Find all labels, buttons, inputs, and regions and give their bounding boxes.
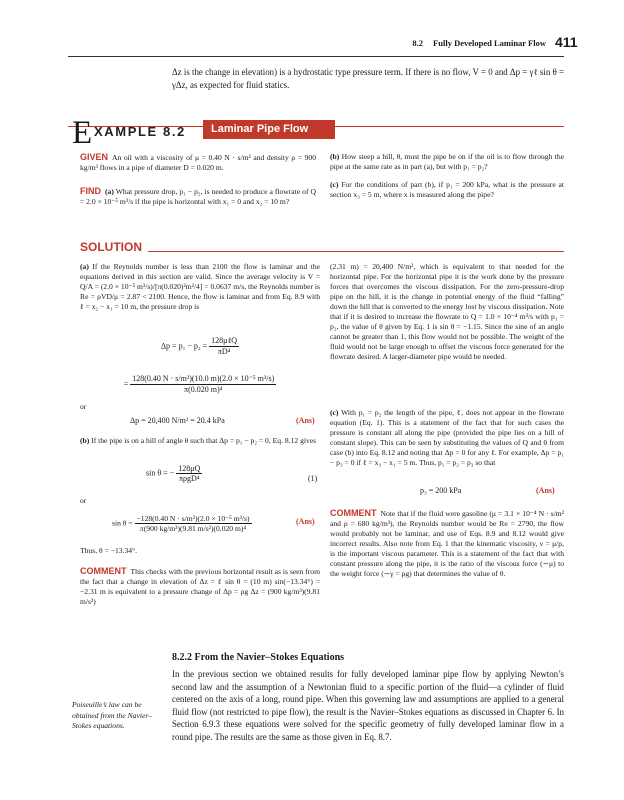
margin-note: Poiseuille’s law can be obtained from the Navier–Stokes equations. xyxy=(72,700,153,730)
equation-sine-theta-values xyxy=(112,514,252,533)
solution-c-text: With p₁ = p₂ the length of the pipe, ℓ, does not appear in the flowrate equation (Eq. 1). This is a statement of the fact that for such cases the pressure is constant all along the pipe (provided the pipe lies on a hill of constant slope). This can be seen by substituting the values of Q and θ from case (b) into Eq. 8.12 and noting that Δp = 0 for any ℓ. For example, Δp = p₁ − p₃ = 0 if ℓ = x₃ − x₁ = 5 m. Thus, p₁ = p₂ = p₃ so that xyxy=(330,408,564,467)
running-head-title: Fully Developed Laminar Flow xyxy=(433,38,546,48)
question-c-tag: (c) xyxy=(330,180,339,189)
eq4-fraction xyxy=(135,514,252,533)
comment-block-2 xyxy=(330,508,564,579)
eq1-numerator: 128μℓQ xyxy=(211,336,238,345)
equation-pressure-result: Δp = 20,400 N/m² = 20.4 kPa xyxy=(130,416,225,425)
eq1b-fraction xyxy=(130,374,276,395)
theta-result: Thus, θ = −13.34°. xyxy=(80,546,138,555)
comment-1-text: This checks with the previous horizontal result as is seen from the fact that a change in elevation of Δz = ℓ sin θ = (10 m) sin(−13.34°) = −2.31 m is equivalent to a pressure change of Δp = ρg Δz = (900 kg/m³)(9.81 m/s²) xyxy=(80,567,320,606)
eq4-denominator: π(900 kg/m³)(9.81 m/s²)(0.020 m)⁴ xyxy=(139,524,247,533)
eq1b-denominator: π(0.020 m)⁴ xyxy=(184,385,223,394)
given-text: An oil with a viscosity of μ = 0.40 N · s/m² and density ρ = 900 kg/m³ flows in a pipe of diameter D = 0.020 m. xyxy=(80,153,316,172)
find-tag: (a) xyxy=(105,187,114,196)
page-number: 411 xyxy=(555,34,578,50)
given-block xyxy=(80,152,316,173)
eq4-lhs: sin θ = xyxy=(112,518,133,528)
running-head xyxy=(0,38,546,48)
header-rule xyxy=(68,56,564,57)
eq4-numerator: −128(0.40 N · s/m²)(2.0 × 10⁻⁵ m³/s) xyxy=(136,514,250,523)
solution-right-column: (2.31 m) = 20,400 N/m², which is equivalent to that needed for the horizontal pipe. For the horizontal pipe it is the work done by the pressure forces that overcomes the viscous dissipation. For the zero-pressure-drop pipe on the hill, it is the change in potential energy of the fluid “falling” down the hill that is converted to the energy lost by viscous dissipation. Note that if it is desired to increase the flowrate to Q = 1.0 × 10⁻⁴ m³/s with p₁ = p₂, the value of θ given by Eq. 1 is sin θ = −1.15. Since the sine of an angle cannot be greater than 1, this flow would not be possible. The weight of the fluid would not be large enough to offset the viscous force generated for the flowrate desired. A larger-diameter pipe would be needed. xyxy=(330,262,564,361)
solution-part-a xyxy=(80,262,320,312)
question-b-tag: (b) xyxy=(330,152,340,161)
eq1-lhs: Δp = p₁ − p₂ = xyxy=(160,341,208,351)
comment-keyword: COMMENT xyxy=(330,508,377,518)
equation-pressure-drop-values xyxy=(80,374,320,395)
answer-label: (Ans) xyxy=(536,486,555,495)
solution-rule xyxy=(148,251,564,252)
question-c xyxy=(330,180,564,200)
eq1b-lhs: = xyxy=(123,379,129,389)
eq1b-numerator: 128(0.40 N · s/m²)(10.0 m)(2.0 × 10⁻⁵ m³/s) xyxy=(132,374,275,383)
comment-block-1 xyxy=(80,566,320,607)
answer-label: (Ans) xyxy=(296,416,315,425)
equation-number: (1) xyxy=(308,474,318,483)
running-head-section: 8.2 xyxy=(412,38,424,48)
solution-heading: SOLUTION xyxy=(80,240,142,254)
comment-keyword: COMMENT xyxy=(80,566,127,576)
section-title: 8.2.2 From the Navier–Stokes Equations xyxy=(172,652,345,663)
example-title-box: Laminar Pipe Flow xyxy=(203,120,335,139)
eq3-lhs: sin θ = − xyxy=(146,468,175,478)
find-keyword: FIND xyxy=(80,186,101,196)
section-body: In the previous section we obtained results for fully developed laminar pipe flow by applying Newton’s second law and the assumption of a Newtonian fluid to a specific portion of the fluid—a cylinder of fluid centered on the axis of a long, round pipe. When this governing law and assumptions are applied to a general fluid flow (not restricted to pipe flow), the result is the Navier–Stokes equations as discussed in Chapter 6. In Section 6.9.3 these equations were solved for the specific geometry of fully developed laminar flow in a round pipe. The results are the same as those given in Eq. 8.7. xyxy=(172,669,564,742)
find-block xyxy=(80,186,316,207)
eq3-numerator: 128μQ xyxy=(178,464,201,473)
example-word: XAMPLE xyxy=(94,124,158,139)
question-c-text: For the conditions of part (b), if p₁ = 200 kPa, what is the pressure at section x₃ = 5 m, where x is measured along the pipe? xyxy=(330,180,564,199)
comment-2-text: Note that if the fluid were gasoline (μ = 3.1 × 10⁻⁴ N · s/m² and ρ = 680 kg/m³), the Reynolds number would be Re = 2790, the flow would probably not be laminar, and use of Eqs. 8.9 and 8.12 would give incorrect results. Also note from Eq. 1 that the kinematic viscosity, ν = μ/ρ, is the important viscous parameter. This is a statement of the fact that with constant pressure along the pipe, it is the ratio of the viscous force (∼μ) to the weight force (∼γ = ρg) that determines the value of θ. xyxy=(330,509,564,578)
or-text: or xyxy=(80,496,87,505)
answer-label: (Ans) xyxy=(296,517,315,526)
solution-part-b xyxy=(80,436,320,446)
p3-result: p₃ = 200 kPa xyxy=(420,486,462,495)
eq1-denominator: πD⁴ xyxy=(217,347,231,356)
eq3-fraction xyxy=(176,464,202,483)
given-keyword: GIVEN xyxy=(80,152,109,162)
equation-pressure-drop xyxy=(80,336,320,357)
solution-c-tag: (c) xyxy=(330,408,339,417)
find-text: What pressure drop, p₁ − p₂, is needed to produce a flowrate of Q = 2.0 × 10⁻⁵ m³/s if the pipe is horizontal with x₁ = 0 and x₂ = 10 m? xyxy=(80,187,316,206)
solution-a-text: If the Reynolds number is less than 2100 the flow is laminar and the equations derived in this section are valid. Since the average velocity is V = Q/A = (2.0 × 10⁻⁵ m³/s)/[π(0.020)²m²/4] = 0.0637 m/s, the Reynolds number is Re = ρVD/μ = 2.87 < 2100. Hence, the flow is laminar and from Eq. 8.9 with ℓ = x₂ − x₁ = 10 m, the pressure drop is xyxy=(80,262,320,311)
example-label xyxy=(94,124,186,139)
question-b-text: How steep a hill, θ, must the pipe be on if the oil is to flow through the pipe at the same rate as in part (a), but with p₁ = p₂? xyxy=(330,152,564,171)
or-text: or xyxy=(80,402,87,411)
eq1-fraction xyxy=(209,336,239,357)
example-initial: E xyxy=(72,115,93,151)
intro-paragraph: Δz is the change in elevation) is a hydrostatic type pressure term. If there is no flow, V = 0 and Δp = γℓ sin θ = γΔz, as expected for fluid statics. xyxy=(172,67,564,90)
equation-sine-theta xyxy=(146,464,202,483)
eq3-denominator: πρgD⁴ xyxy=(178,474,200,483)
example-number: 8.2 xyxy=(163,124,186,139)
solution-b-tag: (b) xyxy=(80,436,90,445)
solution-b-text: If the pipe is on a hill of angle θ such that Δp = p₁ − p₂ = 0, Eq. 8.12 gives xyxy=(91,436,317,445)
question-b xyxy=(330,152,564,172)
solution-part-c xyxy=(330,408,564,468)
solution-a-tag: (a) xyxy=(80,262,89,271)
